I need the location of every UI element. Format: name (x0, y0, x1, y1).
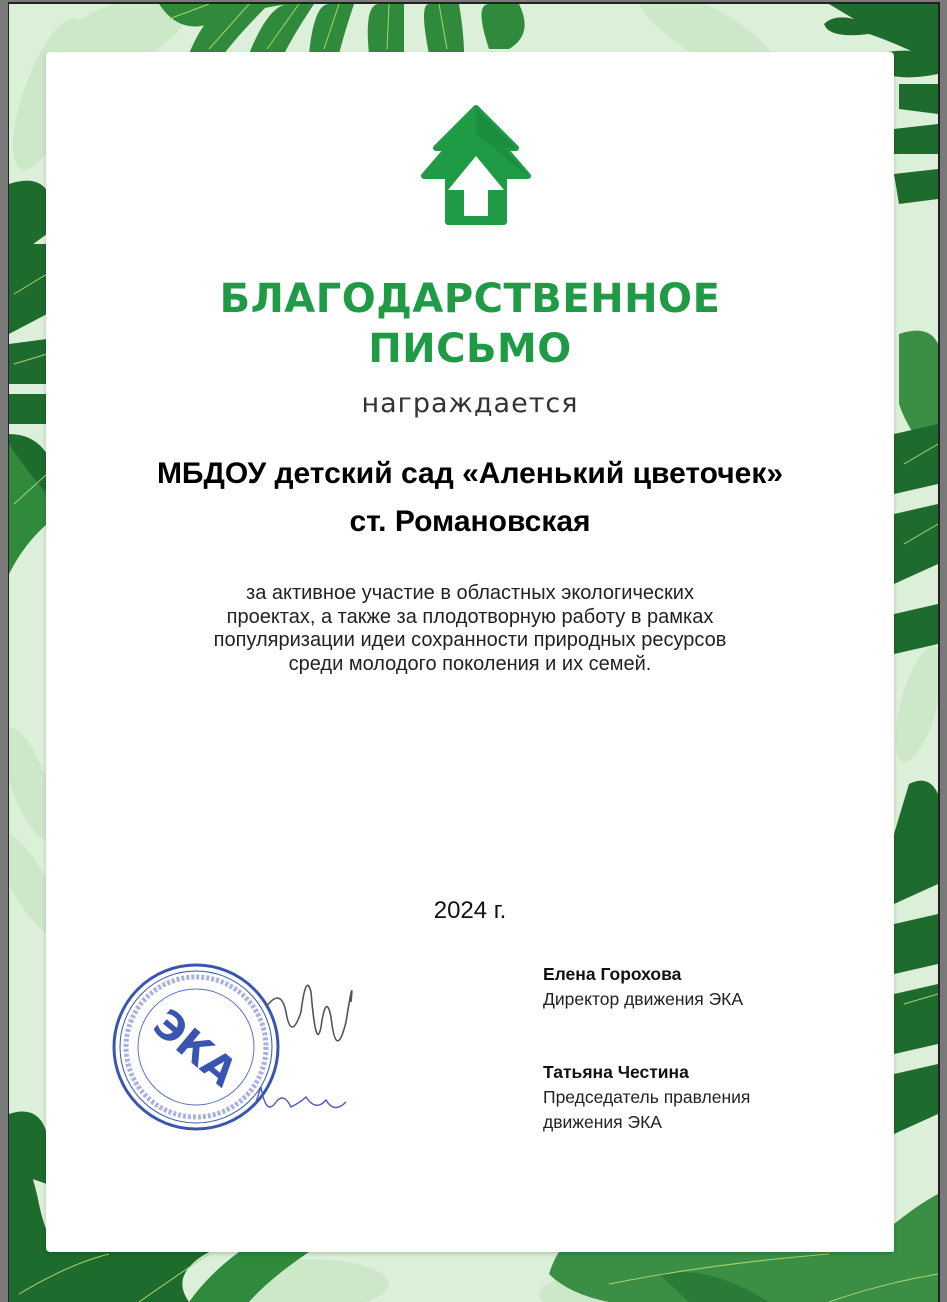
certificate-page (8, 2, 940, 1302)
signer-block-gorokhova (543, 962, 743, 1012)
signature-gorokhova (266, 985, 352, 1040)
svg-text:ЭКА: ЭКА (144, 1001, 246, 1097)
signer-role: Директор движения ЭКА (543, 989, 744, 1009)
signature-chestina (256, 1087, 346, 1108)
recipient-location: ст. Романовская (349, 505, 591, 538)
signer-name: Татьяна Честина (543, 1062, 689, 1082)
reason-line: проектах, а также за плодотворную работу в рамках (226, 605, 714, 628)
stamp-icon (114, 965, 278, 1129)
certificate-year: 2024 г. (433, 897, 507, 924)
reason-line: популяризации идеи сохранности природных ресурсов (213, 629, 727, 651)
certificate-title-line1: БЛАГОДАРСТВЕННОЕ (219, 276, 721, 322)
award-reason (136, 582, 804, 676)
reason-line: за активное участие в областных экологических (246, 582, 694, 604)
reason-line: среди молодого поколения и их семей. (288, 652, 652, 675)
signer-role: Председатель правления (543, 1087, 751, 1107)
stamp-and-signatures (106, 952, 366, 1142)
recipient-name: МБДОУ детский сад «Аленький цветочек» (156, 457, 784, 490)
tree-arrow-icon (416, 104, 536, 234)
signer-block-chestina (543, 1060, 750, 1135)
certificate-card (46, 52, 894, 1252)
signer-name: Елена Горохова (543, 964, 682, 984)
awarded-label: награждается (361, 388, 579, 419)
certificate-title-line2: ПИСЬМО (368, 326, 572, 372)
signer-role: движения ЭКА (543, 1112, 662, 1132)
